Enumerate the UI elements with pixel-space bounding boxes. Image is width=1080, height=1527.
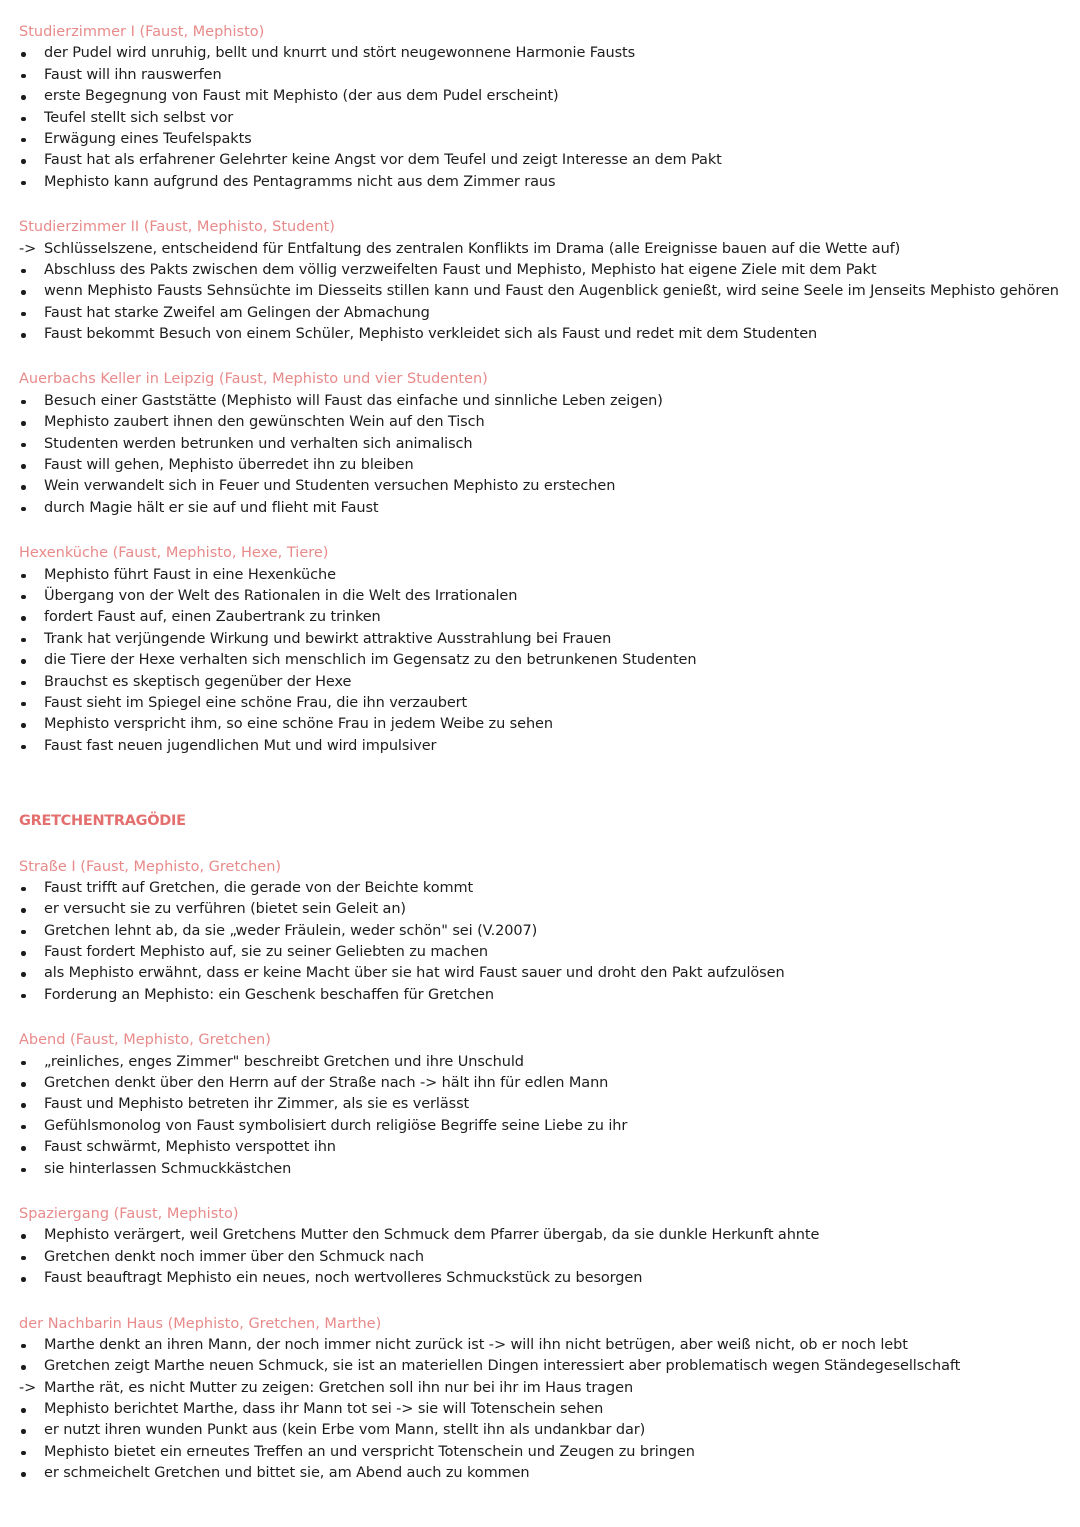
bullet-item: [19, 629, 1059, 650]
bullet-item: [19, 714, 1059, 735]
bullet-item: [19, 878, 1059, 899]
bullet-item: [19, 476, 1059, 497]
scene-section: [19, 1204, 1059, 1290]
bullet-item: [19, 1247, 1059, 1268]
bullet-item: [19, 43, 1059, 64]
bullet-item: [19, 565, 1059, 586]
scene-heading: Hexenküche (Faust, Mephisto, Hexe, Tiere): [19, 545, 329, 562]
bullet-item: [19, 1399, 1059, 1420]
line-text: Erwägung eines Teufelspakts: [44, 130, 252, 147]
line-text: als Mephisto erwähnt, dass er keine Macht über sie hat wird Faust sauer und droht den Pakt aufzulösen: [44, 965, 785, 982]
scene-section: [19, 1030, 1059, 1180]
line-text: Mephisto verärgert, weil Gretchens Mutter den Schmuck dem Pfarrer übergab, da sie dunkle Herkunft ahnte: [44, 1227, 820, 1244]
bullet-item: [19, 1137, 1059, 1158]
bullet-item: [19, 607, 1059, 628]
line-text: Forderung an Mephisto: ein Geschenk beschaffen für Gretchen: [44, 986, 494, 1003]
notes-document: [19, 22, 1059, 1509]
scene-heading: der Nachbarin Haus (Mephisto, Gretchen, Marthe): [19, 1315, 382, 1332]
bullet-item: [19, 172, 1059, 193]
part-heading: GRETCHENTRAGÖDIE: [19, 813, 186, 830]
bullet-item: [19, 650, 1059, 671]
bullet-item: [19, 736, 1059, 757]
bullet-item: [19, 1335, 1059, 1356]
line-text: Brauchst es skeptisch gegenüber der Hexe: [44, 673, 352, 690]
line-text: durch Magie hält er sie auf und flieht mit Faust: [44, 499, 379, 516]
line-text: Mephisto verspricht ihm, so eine schöne Frau in jedem Weibe zu sehen: [44, 716, 553, 733]
line-text: Marthe rät, es nicht Mutter zu zeigen: Gretchen soll ihn nur bei ihr im Haus tragen: [44, 1379, 634, 1396]
line-text: Wein verwandelt sich in Feuer und Studenten versuchen Mephisto zu erstechen: [44, 478, 616, 495]
line-text: die Tiere der Hexe verhalten sich menschlich im Gegensatz zu den betrunkenen Studenten: [44, 652, 697, 669]
line-text: Mephisto bietet ein erneutes Treffen an und verspricht Totenschein und Zeugen zu bringen: [44, 1443, 695, 1460]
bullet-item: [19, 1442, 1059, 1463]
bullet-item: [19, 455, 1059, 476]
line-text: Abschluss des Pakts zwischen dem völlig verzweifelten Faust und Mephisto, Mephisto hat eigene Ziele mit dem Pakt: [44, 261, 877, 278]
line-text: er schmeichelt Gretchen und bittet sie, am Abend auch zu kommen: [44, 1465, 530, 1482]
bullet-item: [19, 303, 1059, 324]
line-text: Besuch einer Gaststätte (Mephisto will Faust das einfache und sinnliche Leben zeigen): [44, 392, 663, 409]
scene-heading: Studierzimmer I (Faust, Mephisto): [19, 24, 265, 40]
bullet-item: [19, 1356, 1059, 1377]
bullet-item: [19, 412, 1059, 433]
line-text: Gretchen denkt über den Herrn auf der Straße nach -> hält ihn für edlen Mann: [44, 1075, 609, 1092]
line-text: Faust schwärmt, Mephisto verspottet ihn: [44, 1139, 336, 1156]
line-text: Gretchen zeigt Marthe neuen Schmuck, sie ist an materiellen Dingen interessiert aber problematisch wegen Ständegesellschaft: [44, 1358, 961, 1375]
bullet-item: [19, 963, 1059, 984]
line-text: Mephisto kann aufgrund des Pentagramms nicht aus dem Zimmer raus: [44, 173, 556, 190]
bullet-item: [19, 921, 1059, 942]
line-text: Faust fast neuen jugendlichen Mut und wird impulsiver: [44, 737, 437, 754]
scene-section: [19, 1314, 1059, 1485]
bullet-item: [19, 324, 1059, 345]
scene-heading: Abend (Faust, Mephisto, Gretchen): [19, 1032, 271, 1049]
part-spacer: [19, 781, 1059, 811]
line-text: Teufel stellt sich selbst vor: [44, 109, 234, 126]
bullet-item: [19, 434, 1059, 455]
line-text: er versucht sie zu verführen (bietet sein Geleit an): [44, 901, 406, 918]
line-text: fordert Faust auf, einen Zaubertrank zu trinken: [44, 609, 381, 626]
line-text: er nutzt ihren wunden Punkt aus (kein Erbe vom Mann, stellt ihn als undankbar dar): [44, 1422, 646, 1439]
scene-heading: Spaziergang (Faust, Mephisto): [19, 1205, 239, 1222]
line-text: Gretchen denkt noch immer über den Schmuck nach: [44, 1248, 424, 1265]
bullet-item: [19, 1268, 1059, 1289]
bullet-item: [19, 1094, 1059, 1115]
bullet-item: [19, 672, 1059, 693]
line-text: Faust will gehen, Mephisto überredet ihn zu bleiben: [44, 457, 414, 474]
bullet-item: [19, 108, 1059, 129]
line-text: Faust beauftragt Mephisto ein neues, noch wertvolleres Schmuckstück zu besorgen: [44, 1270, 643, 1287]
bullet-item: [19, 498, 1059, 519]
line-text: „reinliches, enges Zimmer" beschreibt Gretchen und ihre Unschuld: [44, 1053, 524, 1070]
bullet-item: [19, 1225, 1059, 1246]
bullet-item: [19, 1052, 1059, 1073]
line-text: Übergang von der Welt des Rationalen in die Welt des Irrationalen: [44, 587, 518, 604]
bullet-item: [19, 586, 1059, 607]
bullet-item: [19, 899, 1059, 920]
bullet-item: [19, 1116, 1059, 1137]
line-text: erste Begegnung von Faust mit Mephisto (der aus dem Pudel erscheint): [44, 88, 559, 105]
line-text: Gefühlsmonolog von Faust symbolisiert durch religiöse Begriffe seine Liebe zu ihr: [44, 1117, 628, 1134]
bullet-item: [19, 1420, 1059, 1441]
line-text: sie hinterlassen Schmuckkästchen: [44, 1160, 292, 1177]
line-text: Trank hat verjüngende Wirkung und bewirkt attraktive Ausstrahlung bei Frauen: [44, 630, 612, 647]
bullet-item: [19, 150, 1059, 171]
line-text: der Pudel wird unruhig, bellt und knurrt und stört neugewonnene Harmonie Fausts: [44, 45, 636, 62]
line-text: Faust sieht im Spiegel eine schöne Frau, die ihn verzaubert: [44, 694, 468, 711]
scene-heading: Studierzimmer II (Faust, Mephisto, Student): [19, 219, 335, 236]
line-text: Faust und Mephisto betreten ihr Zimmer, als sie es verlässt: [44, 1096, 470, 1113]
line-text: Mephisto führt Faust in eine Hexenküche: [44, 566, 336, 583]
line-text: Faust fordert Mephisto auf, sie zu seiner Geliebten zu machen: [44, 944, 489, 961]
line-text: Faust hat als erfahrener Gelehrter keine Angst vor dem Teufel und zeigt Interesse an dem Pakt: [44, 152, 722, 169]
scene-heading: Straße I (Faust, Mephisto, Gretchen): [19, 858, 282, 875]
scene-section: [19, 217, 1059, 345]
scene-section: [19, 543, 1059, 757]
line-text: Faust trifft auf Gretchen, die gerade von der Beichte kommt: [44, 879, 474, 896]
bullet-item: [19, 86, 1059, 107]
scene-section: [19, 22, 1059, 193]
arrow-marker: ->: [19, 1379, 37, 1396]
arrow-marker: ->: [19, 240, 37, 257]
bullet-item: [19, 942, 1059, 963]
bullet-item: [19, 1073, 1059, 1094]
line-text: Faust bekommt Besuch von einem Schüler, Mephisto verkleidet sich als Faust und redet mit dem Studenten: [44, 326, 818, 343]
bullet-item: [19, 693, 1059, 714]
bullet-item: [19, 260, 1059, 281]
scene-heading: Auerbachs Keller in Leipzig (Faust, Mephisto und vier Studenten): [19, 371, 488, 388]
scene-section: [19, 857, 1059, 1007]
line-text: Gretchen lehnt ab, da sie „weder Fräulein, weder schön" sei (V.2007): [44, 922, 538, 939]
part-two: [19, 857, 1059, 1485]
line-text: Faust will ihn rauswerfen: [44, 66, 222, 83]
arrow-note: [19, 239, 1059, 260]
line-text: Studenten werden betrunken und verhalten sich animalisch: [44, 435, 473, 452]
line-text: Schlüsselszene, entscheidend für Entfaltung des zentralen Konflikts im Drama (alle Ereignisse bauen auf die Wette auf): [44, 240, 901, 257]
arrow-note: [19, 1378, 1059, 1399]
line-text: Mephisto berichtet Marthe, dass ihr Mann tot sei -> sie will Totenschein sehen: [44, 1401, 604, 1418]
line-text: Marthe denkt an ihren Mann, der noch immer nicht zurück ist -> will ihn nicht betrügen, aber weiß nicht, ob er noch lebt: [44, 1336, 908, 1353]
bullet-item: [19, 1463, 1059, 1484]
line-text: Mephisto zaubert ihnen den gewünschten Wein auf den Tisch: [44, 414, 485, 431]
bullet-item: [19, 1159, 1059, 1180]
bullet-item: [19, 391, 1059, 412]
line-text: Faust hat starke Zweifel am Gelingen der Abmachung: [44, 304, 430, 321]
scene-section: [19, 369, 1059, 519]
bullet-item: [19, 129, 1059, 150]
bullet-item: [19, 985, 1059, 1006]
part-one: [19, 22, 1059, 757]
bullet-item: [19, 65, 1059, 86]
line-text: wenn Mephisto Fausts Sehnsüchte im Diesseits stillen kann und Faust den Augenblick genießt, wird seine Seele im Jenseits Mephisto gehören: [44, 283, 1059, 300]
bullet-item: [19, 281, 1059, 302]
